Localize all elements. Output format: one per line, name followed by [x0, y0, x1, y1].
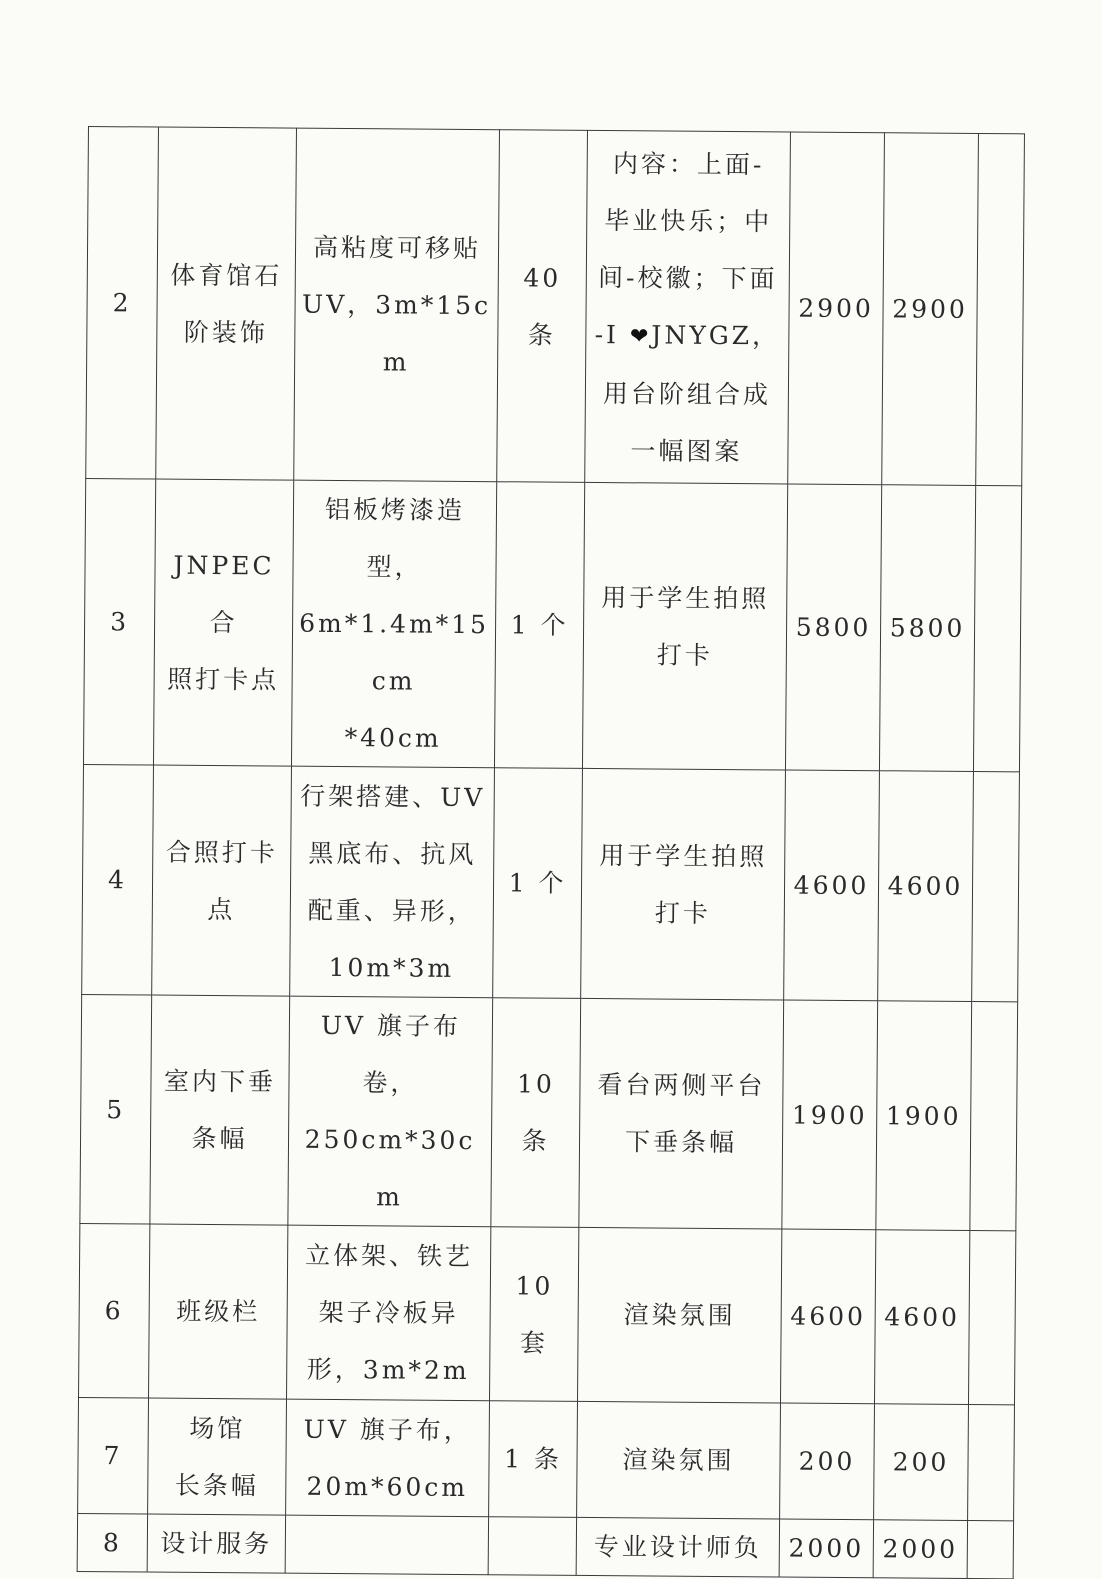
item-description — [585, 130, 791, 484]
item-spec: UV 旗子布卷， 250cm*30cm — [288, 996, 493, 1227]
total-price: 1900 — [876, 1001, 972, 1231]
total-price: 4600 — [878, 771, 974, 1002]
note-cell — [968, 1404, 1015, 1520]
item-quantity: 10 套 — [490, 1227, 579, 1402]
item-quantity: 1 个 — [493, 768, 583, 999]
table-row — [77, 1513, 1013, 1578]
item-description: 看台两侧平台 下垂条幅 — [579, 998, 784, 1229]
item-name: 班级栏 — [149, 1224, 288, 1399]
item-spec: 高粘度可移贴 UV，3m*15cm — [294, 128, 500, 482]
item-quantity: 40 条 — [497, 130, 588, 483]
unit-price: 4600 — [780, 1229, 875, 1404]
note-cell — [970, 1001, 1018, 1230]
item-description: 专业设计师负 — [576, 1517, 779, 1577]
total-price: 200 — [874, 1404, 969, 1521]
item-quantity: 10 条 — [491, 998, 581, 1228]
item-spec: 铝板烤漆造 型， 6m*1.4m*15cm *40cm — [291, 480, 496, 768]
note-cell — [973, 485, 1021, 771]
unit-price: 5800 — [785, 484, 881, 771]
item-description: 渲染氛围 — [577, 1227, 781, 1403]
note-cell — [967, 1520, 1013, 1578]
table-row — [79, 1223, 1016, 1404]
unit-price: 2000 — [779, 1519, 873, 1578]
row-number: 6 — [79, 1223, 150, 1398]
item-name: JNPEC 合 照打卡点 — [153, 479, 293, 766]
description-text: 内容：上面- 毕业快乐；中 间-校徽；下面 -I — [594, 148, 778, 349]
table-row — [83, 478, 1021, 771]
item-quantity — [488, 1517, 576, 1576]
item-name: 设计服务 — [147, 1514, 285, 1573]
item-spec: UV 旗子布， 20m*60cm — [286, 1399, 490, 1517]
quotation-table — [77, 126, 1025, 1579]
row-number: 8 — [77, 1513, 147, 1572]
row-number: 5 — [80, 994, 152, 1224]
table-row — [86, 127, 1025, 486]
table-row — [78, 1397, 1015, 1520]
note-cell — [976, 133, 1025, 485]
item-name: 室内下垂 条幅 — [150, 995, 290, 1225]
unit-price: 4600 — [784, 770, 880, 1001]
row-number: 7 — [78, 1397, 149, 1514]
row-number: 4 — [82, 764, 154, 995]
heart-icon: ❤ — [629, 323, 652, 349]
unit-price: 1900 — [782, 1000, 878, 1230]
total-price: 2000 — [873, 1520, 967, 1579]
item-description: 用于学生拍照 打卡 — [582, 482, 787, 770]
item-name: 合照打卡 点 — [152, 765, 292, 996]
item-spec: 立体架、铁艺 架子冷板异 形，3m*2m — [287, 1225, 491, 1401]
item-name: 体育馆石 阶装饰 — [156, 127, 297, 480]
description-text: JNYGZ， 用台阶组合成 一幅图案 — [602, 319, 781, 466]
row-number: 3 — [83, 478, 155, 765]
item-spec — [285, 1515, 488, 1575]
item-quantity: 1 个 — [494, 482, 584, 769]
table-row — [80, 994, 1018, 1230]
total-price: 5800 — [879, 485, 975, 772]
note-cell — [972, 771, 1020, 1001]
item-description: 渲染氛围 — [577, 1401, 781, 1519]
unit-price: 200 — [780, 1403, 875, 1520]
note-cell — [968, 1230, 1015, 1404]
item-name: 场馆 长条幅 — [148, 1398, 287, 1515]
table-row — [82, 764, 1020, 1001]
item-description: 用于学生拍照 打卡 — [581, 768, 786, 1000]
item-quantity: 1 条 — [489, 1401, 578, 1518]
total-price: 2900 — [882, 133, 979, 486]
row-number: 2 — [86, 127, 159, 480]
unit-price: 2900 — [788, 132, 885, 485]
total-price: 4600 — [874, 1230, 969, 1405]
item-spec: 行架搭建、UV 黑底布、抗风 配重、异形， 10m*3m — [290, 766, 495, 998]
